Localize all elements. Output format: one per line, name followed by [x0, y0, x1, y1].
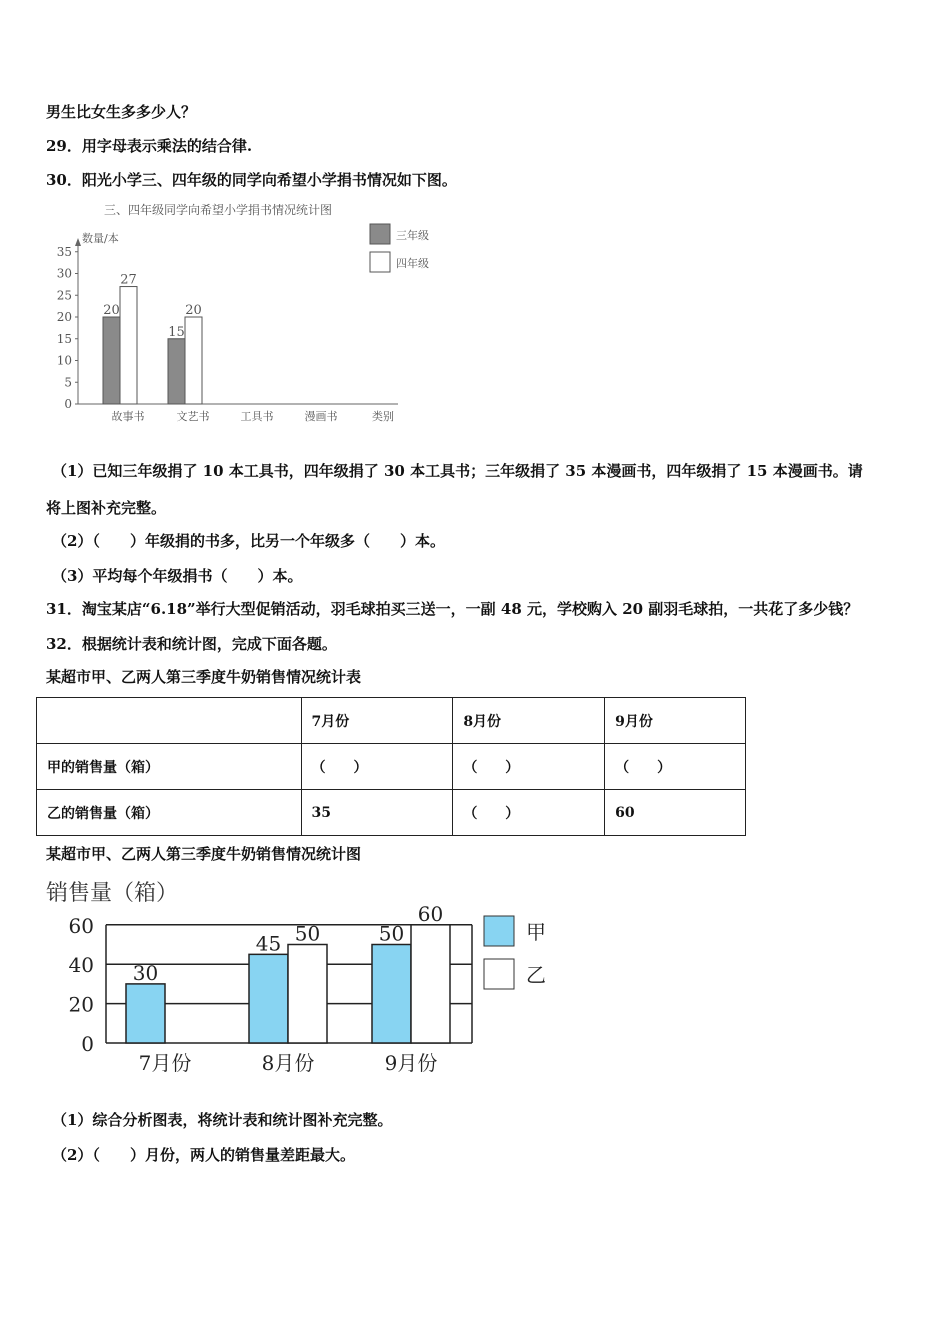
table-cell: 9月份: [605, 698, 746, 744]
table-row: [37, 744, 746, 790]
table-cell: （ ）: [453, 744, 605, 790]
y-tick-label: 0: [81, 1032, 94, 1056]
table-cell: 8月份: [453, 698, 605, 744]
y-axis-label: 数量/本: [82, 232, 119, 245]
y-tick-label: 0: [64, 397, 72, 411]
text-line: 男生比女生多多少人？: [46, 103, 197, 121]
y-tick-label: 20: [68, 992, 94, 1017]
question-30-part1: （1）已知三年级捐了 10 本工具书，四年级捐了 30 本工具书；三年级捐了 35 本漫画书，四年级捐了 15 本漫画书。请: [52, 462, 863, 480]
data-label: 20: [185, 303, 202, 318]
x-tick-label: 文艺书: [176, 410, 210, 423]
sales-table: [36, 697, 746, 836]
x-tick-label: 7月份: [138, 1051, 192, 1075]
table-row: [37, 790, 746, 836]
table-cell: 7月份: [301, 698, 453, 744]
table-cell: （ ）: [453, 790, 605, 836]
table-cell: （ ）: [605, 744, 746, 790]
table-header-row: [37, 698, 746, 744]
y-axis-arrow: [75, 238, 81, 246]
bar: [411, 925, 450, 1043]
bar: [126, 984, 165, 1043]
bar: [372, 945, 411, 1044]
chart-title: 三、四年级同学向希望小学捐书情况统计图: [104, 203, 333, 217]
y-axis-label: 销售量（箱）: [46, 881, 179, 906]
legend-label: 四年级: [396, 257, 429, 270]
chart-title: 某超市甲、乙两人第三季度牛奶销售情况统计图: [46, 845, 362, 863]
x-tick-label: 9月份: [384, 1051, 438, 1075]
table-cell: 60: [605, 790, 746, 836]
question-32-part1: （1）综合分析图表，将统计表和统计图补充完整。: [52, 1111, 393, 1129]
question-32: 32．根据统计表和统计图，完成下面各题。: [46, 635, 337, 653]
table-cell: 乙的销售量（箱）: [37, 790, 302, 836]
legend-label: 三年级: [396, 229, 429, 242]
bar: [120, 287, 137, 404]
data-label: 30: [132, 960, 159, 985]
question-29: 29．用字母表示乘法的结合律.: [46, 137, 253, 155]
y-tick-label: 20: [56, 310, 72, 324]
y-tick-label: 25: [56, 288, 72, 303]
table-cell: [37, 698, 302, 744]
y-tick-label: 60: [68, 913, 94, 938]
bar: [288, 945, 327, 1044]
x-tick-label: 工具书: [240, 410, 274, 423]
x-axis-label: 类别: [372, 410, 394, 423]
question-30-part3: （3）平均每个年级捐书（ ）本。: [52, 567, 303, 585]
question-30: 30．阳光小学三、四年级的同学向希望小学捐书情况如下图。: [46, 171, 457, 189]
table-cell: 35: [301, 790, 453, 836]
x-tick-label: 故事书: [111, 410, 145, 423]
data-label: 20: [103, 303, 120, 318]
y-tick-label: 40: [68, 953, 94, 978]
question-30-part1-cont: 将上图补充完整。: [46, 499, 167, 517]
data-label: 27: [120, 272, 137, 288]
milk-sales-chart: [46, 868, 566, 1082]
legend-label: 甲: [526, 920, 546, 944]
x-tick-label: 漫画书: [304, 410, 338, 423]
book-donation-chart: [46, 198, 429, 430]
data-label: 50: [294, 921, 321, 946]
bar: [249, 954, 288, 1043]
question-32-part2: （2）（ ）月份，两人的销售量差距最大。: [52, 1146, 355, 1164]
legend-label: 乙: [526, 963, 546, 987]
table-cell: 甲的销售量（箱）: [37, 744, 302, 790]
y-tick-label: 5: [64, 375, 72, 390]
legend-swatch: [484, 916, 514, 946]
bar: [168, 339, 185, 404]
question-30-part2: （2）（ ）年级捐的书多，比另一个年级多（ ）本。: [52, 532, 445, 550]
legend-swatch: [370, 224, 390, 244]
table-title: 某超市甲、乙两人第三季度牛奶销售情况统计表: [46, 668, 362, 686]
y-tick-label: 10: [56, 353, 72, 368]
question-31: 31．淘宝某店“6.18”举行大型促销活动，羽毛球拍买三送一，一副 48 元，学校购入 20 副羽毛球拍，一共花了多少钱？: [46, 600, 859, 618]
bar: [185, 317, 202, 404]
legend-swatch: [484, 959, 514, 989]
data-label: 45: [255, 931, 282, 956]
legend-swatch: [370, 252, 390, 272]
y-tick-label: 30: [56, 266, 72, 281]
y-tick-label: 15: [56, 331, 72, 346]
y-tick-label: 35: [56, 244, 72, 259]
bar: [103, 317, 120, 404]
x-tick-label: 8月份: [261, 1051, 315, 1075]
table-cell: （ ）: [301, 744, 453, 790]
data-label: 60: [417, 901, 444, 926]
data-label: 15: [168, 324, 185, 340]
data-label: 50: [378, 921, 405, 946]
